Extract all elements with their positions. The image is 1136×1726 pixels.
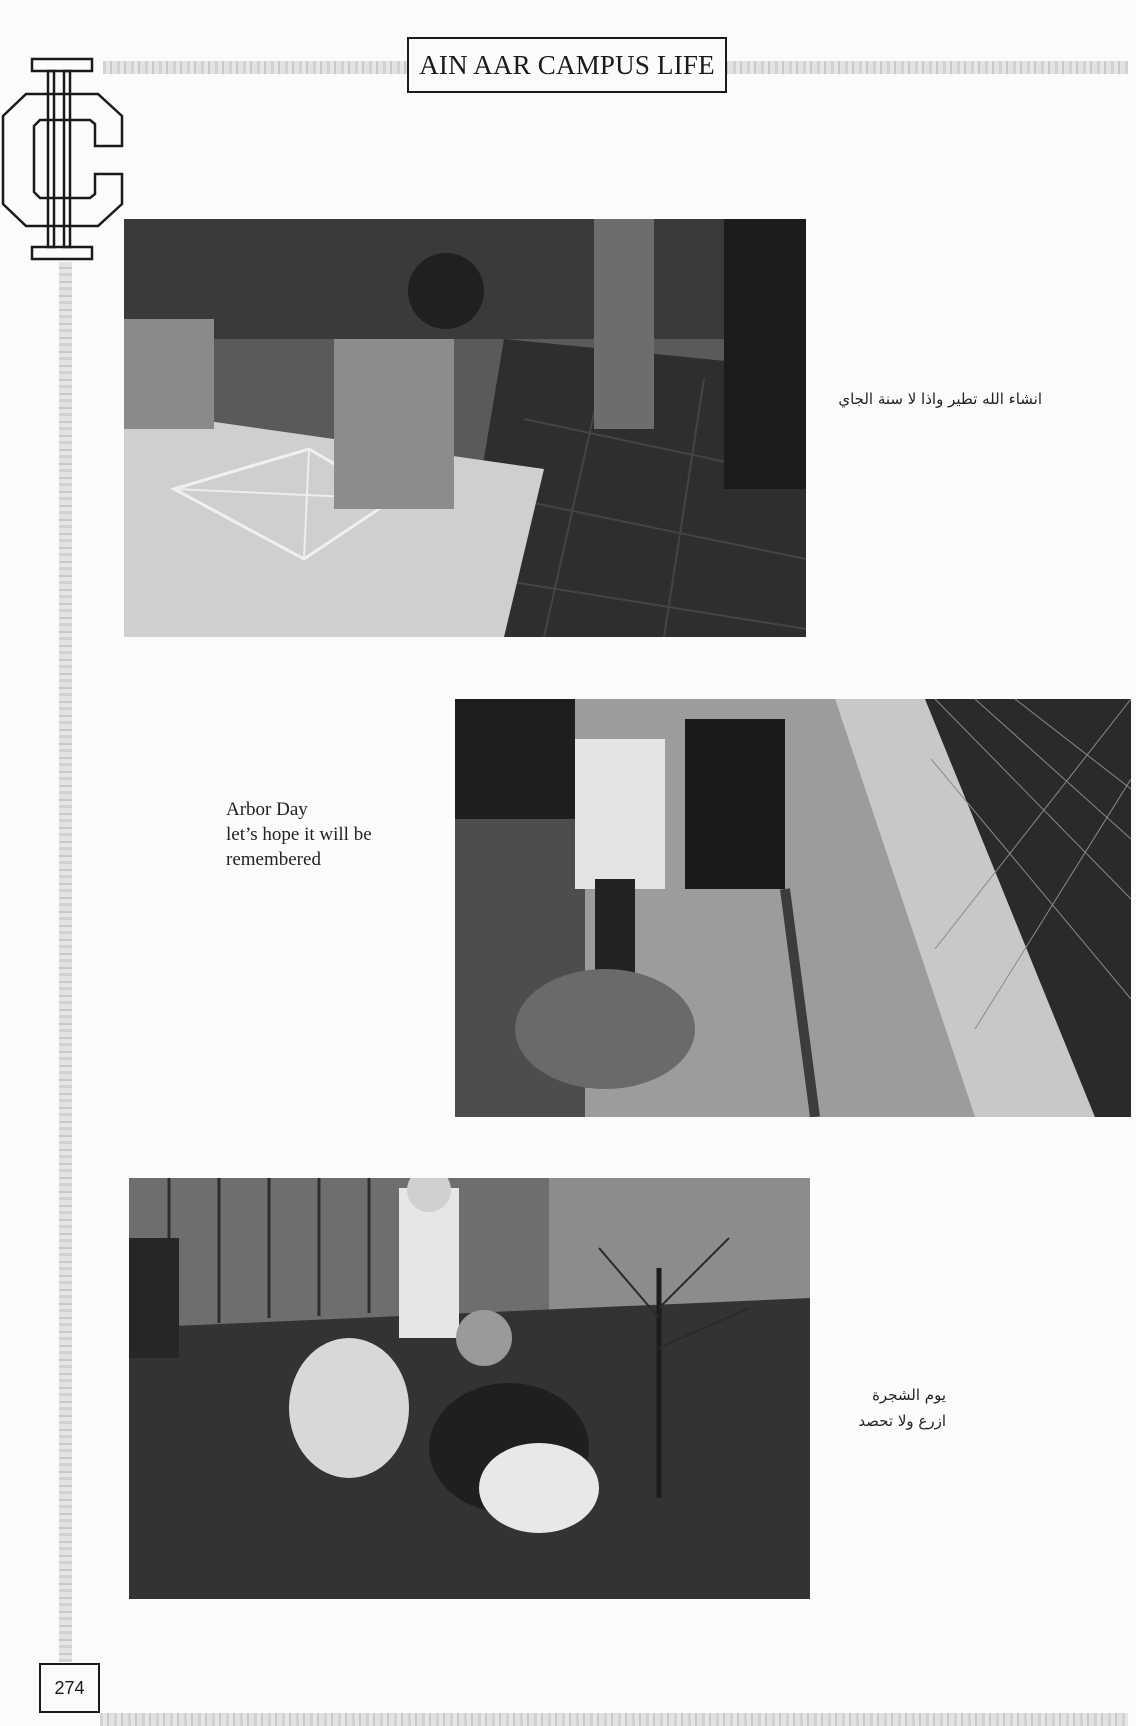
- left-band: [59, 262, 72, 1662]
- section-header: [407, 37, 727, 93]
- caption-line: Arbor Day: [226, 799, 308, 820]
- caption-line: ازرع ولا تحصد: [858, 1412, 946, 1430]
- section-title: AIN AAR CAMPUS LIFE: [419, 49, 715, 80]
- caption-tree-day: [820, 1382, 946, 1434]
- campus-logo-icon: [0, 56, 125, 262]
- caption-line: let’s hope it will be: [226, 824, 372, 845]
- caption-line: يوم الشجرة: [872, 1386, 946, 1404]
- caption-line: remembered: [226, 849, 321, 870]
- photo-arbor-day: [455, 699, 1131, 1117]
- caption-kite: انشاء الله تطير واذا لا سنة الجاي: [838, 390, 1042, 408]
- caption-arbor-day: [226, 797, 436, 872]
- page-number-text: 274: [54, 1677, 85, 1698]
- photo-tree-planting: [129, 1178, 810, 1599]
- page-number: [39, 1663, 100, 1713]
- photo-kite-making: [124, 219, 806, 637]
- bottom-band: [100, 1713, 1128, 1726]
